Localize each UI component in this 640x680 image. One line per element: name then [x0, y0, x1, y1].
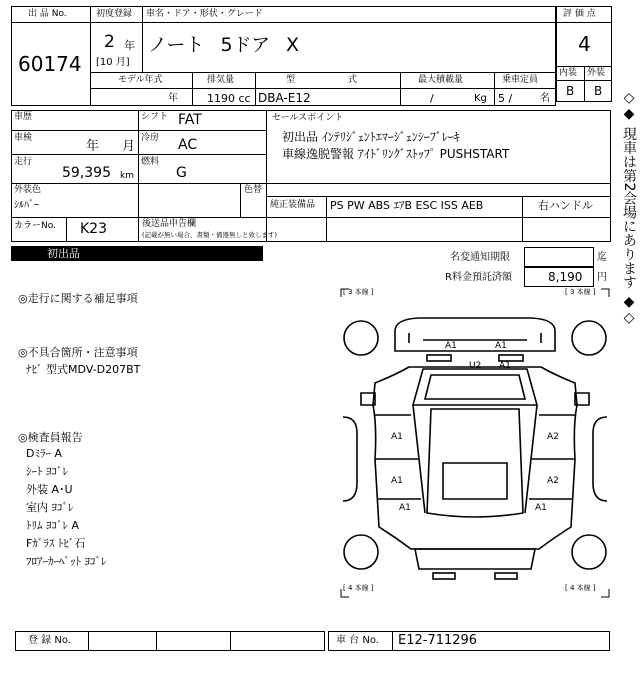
report-item: ﾄﾘﾑ ﾖｺﾞﾚ A: [26, 519, 80, 532]
meter-change-label: 名変通知期限: [450, 252, 510, 263]
type-value: DBA-E12: [258, 91, 311, 105]
handle-value: 右ハンドル: [538, 199, 593, 212]
wheel-front-left: [344, 321, 378, 355]
mark-front-right: A1: [495, 341, 507, 351]
displacement-value: 1190 cc: [207, 92, 251, 105]
fuel-value: G: [176, 165, 187, 181]
recycle-value: 8,190: [548, 270, 583, 284]
mark-left-front-door: A1: [391, 432, 403, 442]
aircon-value: AC: [178, 137, 198, 153]
color-no-label: カラーNo.: [14, 221, 56, 231]
after-market-note: (記載が無い場合、書類・備器無しと致します): [142, 231, 278, 239]
report-item: ｼｰﾄ ﾖｺﾞﾚ: [26, 465, 68, 478]
wheel-rear-right: [572, 535, 606, 569]
sales-point-1: 初出品 ｲﾝﾃﾘｼﾞｪﾝﾄｴﾏｰｼﾞｪﾝｼｰﾌﾞﾚｰｷ: [282, 130, 460, 144]
reg-no-label: 登 録 No.: [28, 635, 71, 646]
load-value: /: [430, 92, 434, 105]
corner-label-top-left: [ 3 本線 ]: [343, 288, 374, 296]
interior-label: 内装: [559, 68, 578, 78]
sales-point-2: 車線逸脱警報 ｱｲﾄﾞﾘﾝｸﾞｽﾄｯﾌﾟ PUSHSTART: [282, 147, 510, 161]
fuel-label: 燃料: [141, 157, 160, 167]
first-reg-year: 2: [104, 32, 115, 52]
first-listing-badge-text: 初出品: [47, 247, 80, 260]
ext-color-value: ｼﾙﾊﾞｰ: [14, 200, 39, 211]
meter-change-box: [524, 247, 594, 267]
exterior-label: 外装: [587, 68, 606, 78]
type-label: 型 式: [286, 75, 357, 85]
recycle-label: R料金預託済額: [445, 272, 512, 283]
inspection-year: 年: [86, 139, 100, 154]
driving-notes-title: ◎走行に関する補足事項: [18, 292, 138, 305]
first-listing-badge: [11, 246, 263, 261]
interior-grade: B: [566, 84, 575, 98]
model-year-label: モデル年式: [118, 75, 163, 85]
odometer-value: 59,395: [62, 165, 111, 181]
venue-note: ◇◆ 現車は第2会場にあります ◆◇: [621, 90, 637, 326]
mark-front-left: A1: [445, 341, 457, 351]
aircon-label: 冷房: [141, 133, 160, 143]
car-name: ノート 5ドア X: [148, 34, 300, 56]
mark-right-front-door: A2: [547, 432, 559, 442]
corner-label-top-right: [ 3 本線 ]: [565, 288, 596, 296]
report-item: 室内 ﾖｺﾞﾚ: [26, 501, 74, 514]
report-item: 外装 A･U: [26, 483, 73, 496]
car-diagram: [339, 287, 611, 599]
car-label: 車名・ドア・形状・グレード: [146, 9, 263, 19]
chassis-label: 車 台 No.: [336, 635, 379, 646]
odometer-label: 走行: [14, 157, 33, 167]
ext-color-label: 外装色: [14, 185, 42, 195]
equipment-value: PS PW ABS ｴｱB ESC ISS AEB: [330, 199, 484, 212]
model-year-unit: 年: [168, 93, 178, 104]
exterior-grade: B: [594, 84, 603, 98]
first-reg-label: 初度登録: [96, 9, 133, 19]
load-unit: Kg: [474, 93, 487, 104]
mark-right-rear-door: A2: [547, 476, 559, 486]
wheel-front-right: [572, 321, 606, 355]
equipment-label: 純正装備品: [270, 200, 316, 210]
mark-left-rear-door: A1: [391, 476, 403, 486]
first-reg-year-unit: 年: [124, 39, 135, 52]
color-no-value: K23: [80, 221, 107, 237]
shift-label: シフト: [141, 112, 169, 122]
chassis-value: E12-711296: [398, 633, 478, 648]
meter-change-unit: 迄: [597, 252, 607, 263]
history-label: 車歴: [14, 112, 33, 122]
defects-title: ◎不具合箇所・注意事項: [18, 346, 138, 359]
lot-label: 出 品 No.: [28, 9, 67, 19]
lot-number: 60174: [18, 52, 82, 76]
recycle-unit: 円: [597, 272, 607, 283]
mark-windshield-u2: U2: [469, 361, 482, 371]
corner-label-bottom-left: [ 4 本線 ]: [343, 584, 374, 592]
capacity-value: 5 /: [498, 92, 513, 105]
inspector-title: ◎検査員報告: [18, 431, 83, 444]
displacement-label: 排気量: [207, 75, 235, 85]
capacity-label: 乗車定員: [502, 75, 539, 85]
mark-left-quarter: A1: [399, 503, 411, 513]
capacity-unit: 名: [540, 93, 550, 104]
corner-label-bottom-right: [ 4 本線 ]: [565, 584, 596, 592]
mark-windshield-a1: A1: [499, 361, 511, 371]
recolor-label: 色替: [244, 185, 263, 195]
report-item: Dﾐﾗｰ A: [26, 447, 62, 460]
wheel-rear-left: [344, 535, 378, 569]
defect-item: ﾅﾋﾞ 型式MDV-D207BT: [26, 363, 141, 376]
score-label: 評 価 点: [563, 9, 596, 19]
score-value: 4: [578, 32, 591, 56]
sales-points-label: セールスポイント: [272, 113, 344, 123]
report-item: ﾌﾛｱｰｶｰﾍﾟｯﾄ ﾖｺﾞﾚ: [26, 555, 107, 568]
car-diagram-svg: [339, 287, 611, 599]
after-market-label: 後送品申告欄: [142, 219, 197, 229]
shift-value: FAT: [178, 112, 202, 128]
first-reg-month: [10 月]: [96, 57, 130, 68]
inspection-label: 車検: [14, 133, 33, 143]
mark-right-quarter: A1: [535, 503, 547, 513]
load-label: 最大積載量: [418, 75, 464, 85]
report-item: Fｶﾞﾗｽ ﾄﾋﾞ石: [26, 537, 86, 550]
inspection-month: 月: [122, 139, 136, 154]
odometer-unit: km: [120, 171, 134, 181]
header-main-box: [90, 6, 556, 106]
